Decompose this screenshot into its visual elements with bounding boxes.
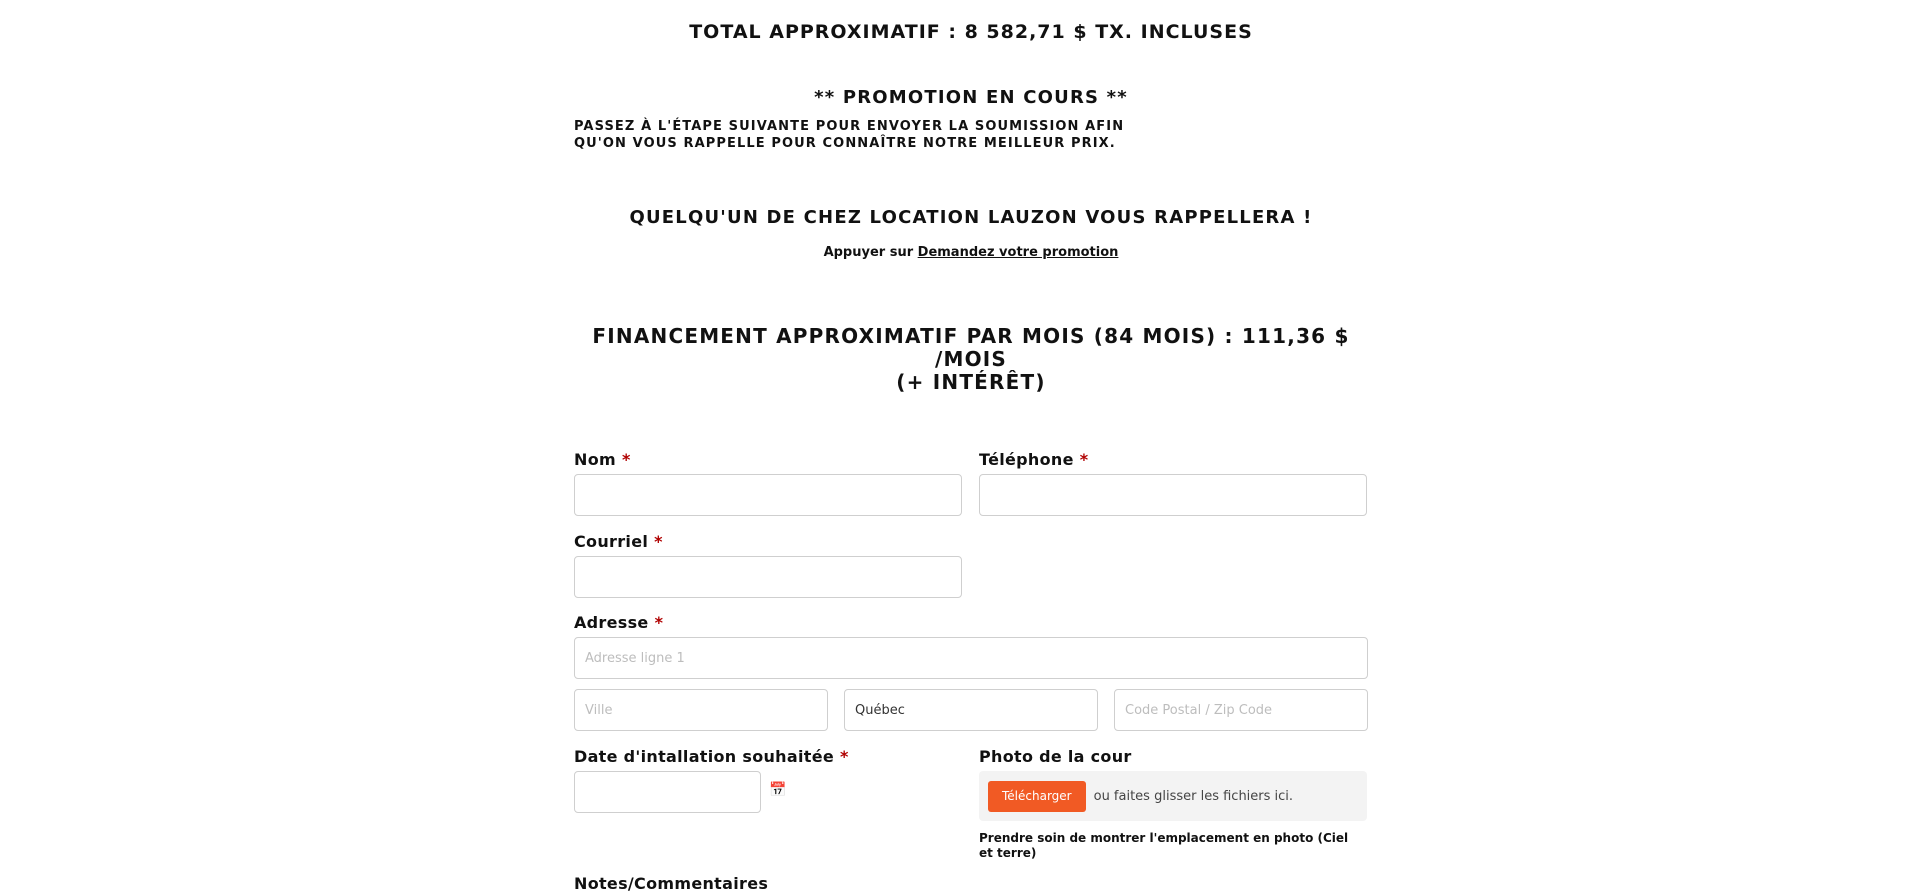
notes-field-group bbox=[574, 874, 768, 894]
courriel-label-text: Courriel bbox=[574, 532, 649, 551]
promo-hint-prefix: Appuyer sur bbox=[823, 245, 918, 260]
telephone-label bbox=[979, 450, 1367, 470]
promo-text bbox=[574, 118, 1174, 152]
nom-label bbox=[574, 450, 962, 470]
financing-estimate bbox=[576, 325, 1366, 394]
promo-line-1: PASSEZ À L'ÉTAPE SUIVANTE POUR ENVOYER LA SOUMISSION AFIN bbox=[574, 119, 1125, 134]
date-label bbox=[574, 747, 849, 767]
courriel-input[interactable] bbox=[574, 556, 962, 598]
date-field-group bbox=[574, 747, 849, 813]
upload-button[interactable]: Télécharger bbox=[988, 781, 1086, 812]
required-mark: * bbox=[654, 613, 664, 632]
date-input[interactable] bbox=[574, 771, 761, 813]
photo-note: Prendre soin de montrer l'emplacement en photo (Ciel et terre) bbox=[979, 831, 1349, 860]
postal-code-input[interactable] bbox=[1114, 689, 1368, 731]
required-mark: * bbox=[654, 532, 663, 551]
required-mark: * bbox=[1079, 450, 1089, 469]
promo-request-link[interactable]: Demandez votre promotion bbox=[917, 245, 1119, 260]
drop-zone-text: ou faites glisser les fichiers ici. bbox=[1093, 788, 1294, 804]
courriel-label bbox=[574, 532, 962, 552]
quote-content bbox=[574, 0, 1368, 893]
notes-label: Notes/Commentaires bbox=[574, 874, 769, 893]
courriel-field-group bbox=[574, 532, 962, 598]
required-mark: * bbox=[840, 747, 849, 766]
adresse-label-text: Adresse bbox=[574, 613, 649, 632]
date-label-text: Date d'intallation souhaitée bbox=[574, 747, 835, 766]
total-approx: TOTAL APPROXIMATIF : 8 582,71 $ TX. INCLUSES bbox=[689, 21, 1253, 43]
photo-label: Photo de la cour bbox=[979, 747, 1132, 766]
address-line1-input[interactable] bbox=[574, 637, 1368, 679]
adresse-label bbox=[574, 613, 1368, 633]
promo-hint bbox=[574, 245, 1368, 260]
nom-input[interactable] bbox=[574, 474, 962, 516]
telephone-input[interactable] bbox=[979, 474, 1367, 516]
required-mark: * bbox=[621, 450, 631, 469]
calendar-icon[interactable]: 📅 bbox=[769, 782, 787, 798]
adresse-field-group bbox=[574, 613, 1368, 731]
promo-title: ** PROMOTION EN COURS ** bbox=[814, 87, 1128, 108]
callback-message: QUELQU'UN DE CHEZ LOCATION LAUZON VOUS RAPPELLERA ! bbox=[629, 207, 1313, 228]
nom-label-text: Nom bbox=[574, 450, 616, 469]
province-input[interactable] bbox=[844, 689, 1098, 731]
financing-line-2: (+ INTÉRÊT) bbox=[896, 370, 1046, 394]
address-row bbox=[574, 689, 1368, 731]
file-drop-zone[interactable] bbox=[979, 771, 1367, 821]
nom-field-group bbox=[574, 450, 962, 516]
telephone-label-text: Téléphone bbox=[979, 450, 1074, 469]
financing-line-1: FINANCEMENT APPROXIMATIF PAR MOIS (84 MOIS) : 111,36 $ /MOIS bbox=[592, 324, 1350, 371]
promo-line-2: QU'ON VOUS RAPPELLE POUR CONNAÎTRE NOTRE MEILLEUR PRIX. bbox=[574, 136, 1116, 151]
city-input[interactable] bbox=[574, 689, 828, 731]
telephone-field-group bbox=[979, 450, 1367, 516]
photo-field-group bbox=[979, 747, 1367, 861]
